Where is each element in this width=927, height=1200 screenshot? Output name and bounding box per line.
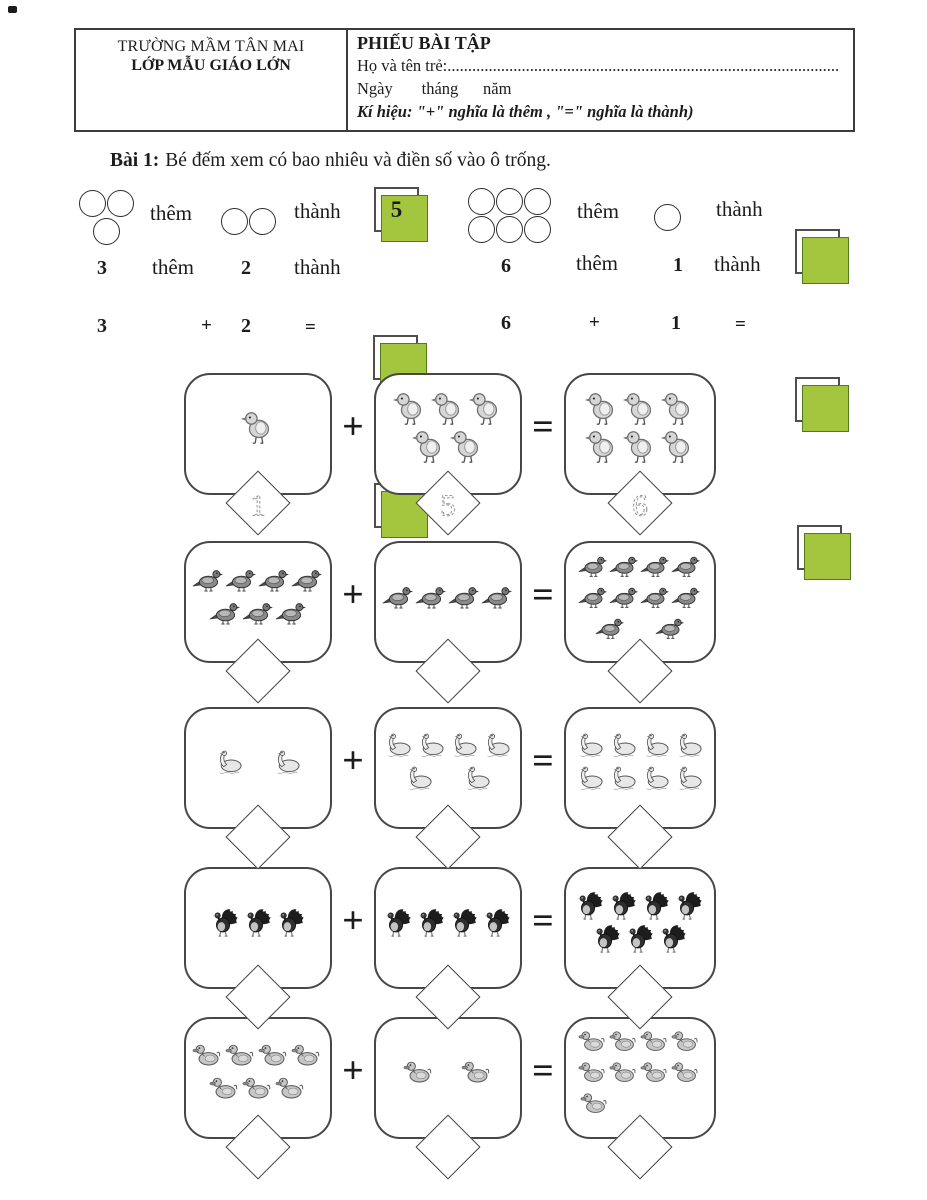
counting-circle xyxy=(524,188,551,215)
addend-number: 2 xyxy=(241,315,251,337)
animal-row xyxy=(570,550,710,581)
turkey-equation-row xyxy=(184,867,716,989)
school-info xyxy=(76,30,348,130)
animal-row xyxy=(570,390,710,428)
animal-row xyxy=(380,762,516,795)
answer-diamond xyxy=(607,638,672,703)
chick-icon xyxy=(467,390,505,428)
animal-row xyxy=(380,1056,516,1089)
plus-operator: + xyxy=(342,740,364,782)
equals-operator: = xyxy=(532,406,554,448)
circle-row xyxy=(653,203,681,231)
swan-icon xyxy=(574,729,607,762)
swan-icon xyxy=(607,762,640,795)
them-word: thêm xyxy=(152,255,194,279)
pigeon-icon xyxy=(609,550,640,581)
plus-operator: + xyxy=(342,574,364,616)
animal-row xyxy=(380,390,516,428)
circle-row xyxy=(467,187,551,215)
duck-count-box xyxy=(564,1017,716,1139)
answer-diamond xyxy=(607,964,672,1029)
pigeon-icon xyxy=(225,563,258,596)
swan-icon xyxy=(607,729,640,762)
class-name: LỚP MẪU GIÁO LỚN xyxy=(131,57,291,74)
thanh-word: thành xyxy=(714,252,761,276)
answer-diamond xyxy=(225,638,290,703)
circle-group-1 xyxy=(653,203,681,231)
pigeon-icon xyxy=(291,563,324,596)
turkey-count-box xyxy=(374,867,522,989)
chick-icon xyxy=(239,409,277,447)
swan-icon xyxy=(213,746,246,779)
duck-icon xyxy=(192,1039,225,1072)
circle-row xyxy=(467,215,551,243)
duck-icon xyxy=(225,1039,258,1072)
answer-diamond xyxy=(415,638,480,703)
pigeon-icon xyxy=(275,596,308,629)
pigeon-icon xyxy=(242,596,275,629)
pigeon-icon xyxy=(258,563,291,596)
counting-circle xyxy=(79,190,106,217)
chick-icon xyxy=(659,428,697,466)
animal-row xyxy=(570,762,710,795)
turkey-icon xyxy=(607,889,640,922)
exercise-label: Bài 1: xyxy=(110,150,160,171)
pigeon-icon xyxy=(578,581,609,612)
swan-equation-row xyxy=(184,707,716,829)
chick-icon xyxy=(621,428,659,466)
animal-row xyxy=(380,729,516,762)
swan-icon xyxy=(271,746,304,779)
sheet-info xyxy=(348,30,853,130)
pigeon-count-box xyxy=(374,541,522,663)
header-table xyxy=(74,28,855,132)
equals-operator: = xyxy=(532,574,554,616)
pigeon-equation-row xyxy=(184,541,716,663)
duck-icon xyxy=(609,1057,640,1088)
thanh-word: thành xyxy=(294,199,341,223)
animal-row xyxy=(190,596,326,629)
pigeon-icon xyxy=(640,550,671,581)
pigeon-icon xyxy=(448,580,481,613)
pigeon-icon xyxy=(192,563,225,596)
circle-row xyxy=(78,217,134,245)
duck-icon xyxy=(275,1072,308,1105)
turkey-icon xyxy=(657,922,690,955)
exercise-heading xyxy=(110,150,551,172)
equals-sign: = xyxy=(305,317,316,338)
turkey-icon xyxy=(673,889,706,922)
animal-row xyxy=(380,580,516,613)
answer-diamond xyxy=(415,804,480,869)
answer-box xyxy=(374,187,419,232)
exercise-instruction: Bé đếm xem có bao nhiêu và điền số vào ô trống. xyxy=(165,150,551,171)
svg-text:5: 5 xyxy=(440,487,456,523)
turkey-count-box xyxy=(564,867,716,989)
duck-icon xyxy=(671,1026,702,1057)
chick-icon xyxy=(429,390,467,428)
plus-operator: + xyxy=(342,900,364,942)
pigeon-count-box xyxy=(184,541,332,663)
answer-box xyxy=(797,525,842,570)
animal-row xyxy=(570,1057,710,1088)
circle-group-2 xyxy=(220,207,276,235)
swan-icon xyxy=(415,729,448,762)
addend-number: 2 xyxy=(241,257,251,279)
swan-icon xyxy=(403,762,436,795)
duck-icon xyxy=(580,1088,611,1119)
turkey-icon xyxy=(481,906,514,939)
swan-icon xyxy=(448,729,481,762)
chick-icon xyxy=(621,390,659,428)
duck-icon xyxy=(640,1026,671,1057)
animal-row xyxy=(570,729,710,762)
pigeon-icon xyxy=(209,596,242,629)
counting-circle xyxy=(93,218,120,245)
answer-diamond xyxy=(225,470,290,535)
answer-diamond xyxy=(225,804,290,869)
duck-icon xyxy=(258,1039,291,1072)
chick-icon xyxy=(410,428,448,466)
them-word: thêm xyxy=(576,251,618,275)
chick-icon xyxy=(583,428,621,466)
turkey-icon xyxy=(640,889,673,922)
pigeon-icon xyxy=(578,550,609,581)
svg-text:1: 1 xyxy=(250,487,266,523)
addend-number: 3 xyxy=(97,257,107,279)
counting-circle xyxy=(107,190,134,217)
answer-box xyxy=(795,229,840,274)
scan-artifact xyxy=(8,6,17,13)
duck-icon xyxy=(242,1072,275,1105)
pigeon-icon xyxy=(382,580,415,613)
swan-count-box xyxy=(564,707,716,829)
pigeon-icon xyxy=(415,580,448,613)
turkey-icon xyxy=(209,906,242,939)
animal-row xyxy=(570,922,710,955)
pigeon-icon xyxy=(481,580,514,613)
answer-box xyxy=(795,377,840,422)
answer-diamond xyxy=(607,804,672,869)
counting-circle xyxy=(221,208,248,235)
counting-circle xyxy=(249,208,276,235)
swan-icon xyxy=(461,762,494,795)
pigeon-icon xyxy=(671,581,702,612)
turkey-icon xyxy=(624,922,657,955)
addend-number: 1 xyxy=(673,254,683,276)
addend-number: 6 xyxy=(501,255,511,277)
duck-icon xyxy=(578,1026,609,1057)
chick-icon xyxy=(659,390,697,428)
chick-equation-row xyxy=(184,373,716,523)
duck-icon xyxy=(640,1057,671,1088)
them-word: thêm xyxy=(150,201,192,225)
chick-icon xyxy=(583,390,621,428)
school-name: TRƯỜNG MẦM TÂN MAI xyxy=(117,38,305,55)
equals-sign: = xyxy=(735,314,746,335)
animal-row xyxy=(570,889,710,922)
swan-icon xyxy=(382,729,415,762)
swan-icon xyxy=(481,729,514,762)
counting-circle xyxy=(496,216,523,243)
equals-operator: = xyxy=(532,1050,554,1092)
chick-count-box xyxy=(564,373,716,523)
answer-value: 5 xyxy=(390,196,403,222)
animal-row xyxy=(190,1072,326,1105)
duck-count-box xyxy=(374,1017,522,1139)
plus-sign: + xyxy=(201,315,212,336)
animal-row xyxy=(380,906,516,939)
equals-operator: = xyxy=(532,740,554,782)
thanh-word: thành xyxy=(294,255,341,279)
chick-count-box xyxy=(374,373,522,523)
duck-equation-row xyxy=(184,1017,716,1139)
them-word: thêm xyxy=(577,199,619,223)
chick-icon xyxy=(391,390,429,428)
pigeon-icon xyxy=(640,581,671,612)
turkey-icon xyxy=(591,922,624,955)
duck-icon xyxy=(609,1026,640,1057)
circle-row xyxy=(78,189,134,217)
plus-sign: + xyxy=(589,312,600,333)
student-name-line: Họ và tên trẻ:............................................................................................... xyxy=(357,56,840,75)
pigeon-icon xyxy=(671,550,702,581)
animal-row xyxy=(190,1039,326,1072)
animal-row xyxy=(190,906,326,939)
answer-diamond xyxy=(415,1114,480,1179)
duck-icon xyxy=(209,1072,242,1105)
legend-line: Kí hiệu: "+" nghĩa là thêm , "=" nghĩa là thành) xyxy=(357,102,694,121)
duck-icon xyxy=(291,1039,324,1072)
swan-count-box xyxy=(184,707,332,829)
turkey-icon xyxy=(242,906,275,939)
addend-number: 1 xyxy=(671,312,681,334)
date-line: Ngày tháng năm xyxy=(357,79,512,98)
pigeon-count-box xyxy=(564,541,716,663)
addend-number: 6 xyxy=(501,312,511,334)
animal-row xyxy=(190,746,326,779)
swan-icon xyxy=(574,762,607,795)
circle-row xyxy=(220,207,276,235)
counting-circle xyxy=(524,216,551,243)
animal-row xyxy=(190,409,326,447)
duck-icon xyxy=(578,1057,609,1088)
swan-count-box xyxy=(374,707,522,829)
duck-icon xyxy=(403,1056,436,1089)
swan-icon xyxy=(673,762,706,795)
turkey-icon xyxy=(448,906,481,939)
circle-group-3 xyxy=(78,189,134,245)
warmup-section xyxy=(0,183,927,373)
swan-icon xyxy=(673,729,706,762)
swan-icon xyxy=(640,762,673,795)
animal-row xyxy=(570,428,710,466)
counting-circle xyxy=(496,188,523,215)
answer-diamond xyxy=(225,1114,290,1179)
animal-row xyxy=(570,1026,710,1057)
chick-icon xyxy=(448,428,486,466)
pigeon-icon xyxy=(595,612,626,643)
pigeon-icon xyxy=(609,581,640,612)
sheet-title: PHIẾU BÀI TẬP xyxy=(357,33,491,53)
svg-text:6: 6 xyxy=(632,487,648,523)
picture-exercises xyxy=(184,373,716,1139)
animal-row xyxy=(380,428,516,466)
turkey-icon xyxy=(275,906,308,939)
counting-circle xyxy=(468,188,495,215)
counting-circle xyxy=(654,204,681,231)
answer-diamond xyxy=(607,1114,672,1179)
chick-count-box xyxy=(184,373,332,523)
answer-diamond xyxy=(607,470,672,535)
plus-operator: + xyxy=(342,1050,364,1092)
duck-icon xyxy=(671,1057,702,1088)
answer-diamond xyxy=(225,964,290,1029)
turkey-count-box xyxy=(184,867,332,989)
turkey-icon xyxy=(382,906,415,939)
answer-diamond xyxy=(415,964,480,1029)
thanh-word: thành xyxy=(716,197,763,221)
pigeon-icon xyxy=(655,612,686,643)
answer-diamond xyxy=(415,470,480,535)
turkey-icon xyxy=(574,889,607,922)
turkey-icon xyxy=(415,906,448,939)
addend-number: 3 xyxy=(97,315,107,337)
swan-icon xyxy=(640,729,673,762)
duck-icon xyxy=(461,1056,494,1089)
animal-row xyxy=(190,563,326,596)
equals-operator: = xyxy=(532,900,554,942)
counting-circle xyxy=(468,216,495,243)
animal-row xyxy=(570,581,710,612)
circle-group-6 xyxy=(467,187,551,243)
plus-operator: + xyxy=(342,406,364,448)
duck-count-box xyxy=(184,1017,332,1139)
